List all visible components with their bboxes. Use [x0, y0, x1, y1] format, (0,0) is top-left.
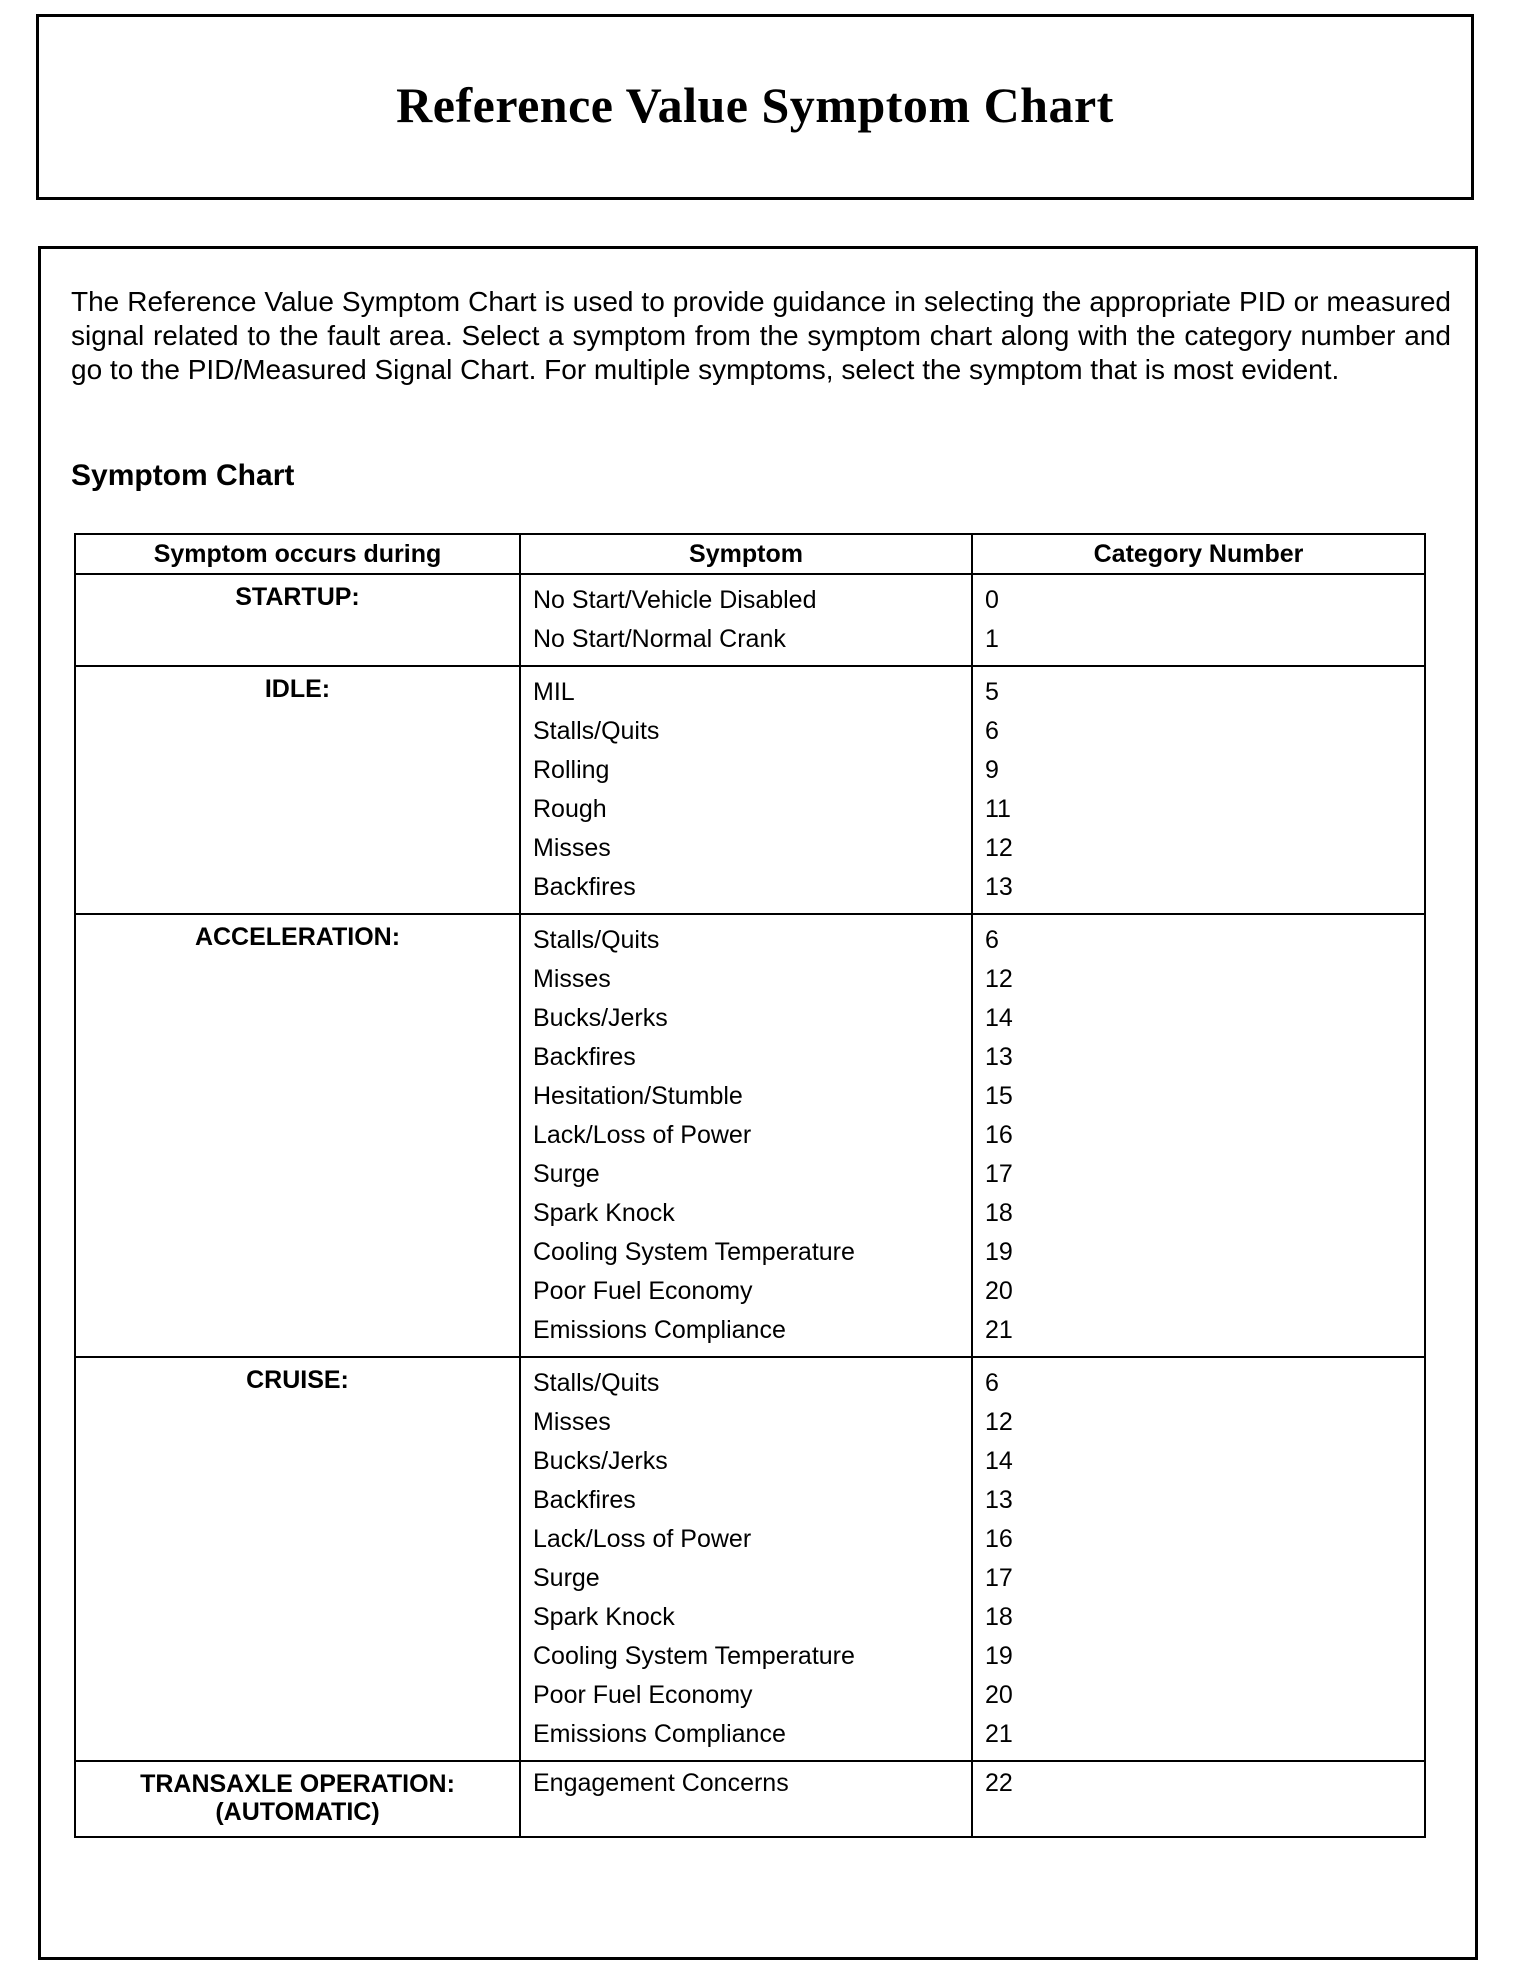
symptom-item: No Start/Vehicle Disabled: [533, 586, 817, 614]
category-item: 21: [985, 1316, 1013, 1344]
title-box: [36, 14, 1474, 200]
header-category-number: Category Number: [972, 534, 1425, 574]
intro-paragraph: The Reference Value Symptom Chart is used to provide guidance in selecting the appropriate PID or measured signal related to the fault area. Select a symptom from the symptom chart along with the category number and go to the PID/Measured Signal Chart. For multiple symptoms, select the symptom that is most evident.: [71, 286, 1451, 385]
symptom-item: Bucks/Jerks: [533, 1004, 668, 1032]
category-item: 17: [985, 1160, 1013, 1188]
category-cell: [972, 666, 1425, 914]
category-item: 6: [985, 1369, 999, 1397]
symptom-item: MIL: [533, 678, 575, 706]
condition-label: CRUISE:: [246, 1366, 349, 1394]
symptom-item: Cooling System Temperature: [533, 1642, 855, 1670]
category-item: 18: [985, 1199, 1013, 1227]
category-cell: [972, 1357, 1425, 1761]
symptom-item: Misses: [533, 1408, 611, 1436]
symptom-item: Poor Fuel Economy: [533, 1277, 753, 1305]
symptom-item: Rolling: [533, 756, 610, 784]
symptom-item: Spark Knock: [533, 1199, 675, 1227]
table-group-startup: [75, 574, 1425, 666]
condition-cell: [75, 1761, 520, 1837]
condition-cell: [75, 666, 520, 914]
symptom-item: Misses: [533, 834, 611, 862]
category-item: 20: [985, 1277, 1013, 1305]
symptom-item: Lack/Loss of Power: [533, 1121, 752, 1149]
category-item: 14: [985, 1447, 1013, 1475]
symptom-table: [74, 533, 1426, 1838]
category-item: 13: [985, 873, 1013, 901]
symptom-item: Emissions Compliance: [533, 1316, 786, 1344]
category-item: 13: [985, 1043, 1013, 1071]
symptom-item: Stalls/Quits: [533, 926, 660, 954]
category-cell: [972, 574, 1425, 666]
symptom-item: Backfires: [533, 1486, 636, 1514]
table-group-cruise: [75, 1357, 1425, 1761]
symptom-cell: [520, 574, 972, 666]
symptom-item: Spark Knock: [533, 1603, 675, 1631]
symptom-item: Stalls/Quits: [533, 1369, 660, 1397]
category-item: 19: [985, 1238, 1013, 1266]
category-item: 16: [985, 1525, 1013, 1553]
category-item: 12: [985, 965, 1013, 993]
category-item: 21: [985, 1720, 1013, 1748]
symptom-cell: [520, 914, 972, 1357]
condition-cell: [75, 1357, 520, 1761]
condition-label: TRANSAXLE OPERATION:: [140, 1770, 455, 1798]
symptom-item: Cooling System Temperature: [533, 1238, 855, 1266]
symptom-item: Backfires: [533, 1043, 636, 1071]
category-item: 6: [985, 926, 999, 954]
header-symptom: Symptom: [520, 534, 972, 574]
symptom-item: No Start/Normal Crank: [533, 625, 786, 653]
symptom-item: Surge: [533, 1564, 600, 1592]
symptom-item: Stalls/Quits: [533, 717, 660, 745]
category-item: 13: [985, 1486, 1013, 1514]
category-cell: [972, 914, 1425, 1357]
symptom-item: Misses: [533, 965, 611, 993]
symptom-cell: [520, 666, 972, 914]
symptom-cell: [520, 1761, 972, 1837]
condition-cell: [75, 914, 520, 1357]
category-item: 1: [985, 625, 999, 653]
header-symptom-occurs-during: Symptom occurs during: [75, 534, 520, 574]
symptom-item: Poor Fuel Economy: [533, 1681, 753, 1709]
symptom-item: Surge: [533, 1160, 600, 1188]
category-item: 12: [985, 834, 1013, 862]
table-group-acceleration: [75, 914, 1425, 1357]
category-item: 16: [985, 1121, 1013, 1149]
category-item: 0: [985, 586, 999, 614]
category-item: 6: [985, 717, 999, 745]
page-title: Reference Value Symptom Chart: [396, 77, 1114, 133]
condition-label: STARTUP:: [235, 583, 360, 611]
category-item: 9: [985, 756, 999, 784]
category-item: 14: [985, 1004, 1013, 1032]
symptom-cell: [520, 1357, 972, 1761]
symptom-item: Bucks/Jerks: [533, 1447, 668, 1475]
condition-label-line2: (AUTOMATIC): [215, 1798, 380, 1826]
category-item: 5: [985, 678, 999, 706]
symptom-item: Emissions Compliance: [533, 1720, 786, 1748]
condition-label: ACCELERATION:: [194, 923, 401, 951]
condition-label: IDLE:: [264, 675, 331, 703]
category-item: 19: [985, 1642, 1013, 1670]
category-item: 15: [985, 1082, 1013, 1110]
table-group-idle: [75, 666, 1425, 914]
category-item: 17: [985, 1564, 1013, 1592]
category-item: 22: [985, 1769, 1013, 1797]
symptom-item: Backfires: [533, 873, 636, 901]
symptom-item: Hesitation/Stumble: [533, 1082, 743, 1110]
category-cell: [972, 1761, 1425, 1837]
section-title: Symptom Chart: [71, 459, 295, 492]
symptom-item: Lack/Loss of Power: [533, 1525, 752, 1553]
table-group-transaxle: [75, 1761, 1425, 1837]
condition-cell: [75, 574, 520, 666]
content-box: [38, 246, 1478, 1960]
symptom-item: Engagement Concerns: [533, 1769, 789, 1797]
symptom-item: Rough: [533, 795, 607, 823]
category-item: 18: [985, 1603, 1013, 1631]
category-item: 12: [985, 1408, 1013, 1436]
category-item: 20: [985, 1681, 1013, 1709]
table-header-row: [75, 534, 1425, 574]
category-item: 11: [985, 795, 1011, 823]
